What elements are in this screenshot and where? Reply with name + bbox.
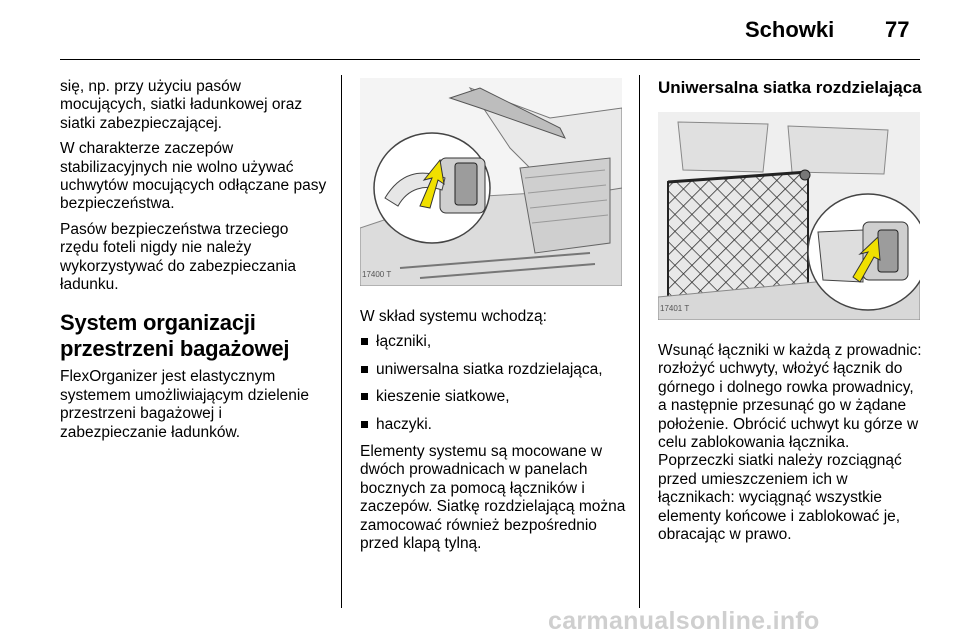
divider-net-illustration [658, 112, 920, 320]
section-title: Schowki [745, 17, 835, 42]
list-item: kieszenie siatkowe, [360, 388, 628, 406]
paragraph: Elementy systemu są mocowane w dwóch prowadnicach w panelach bocznych za pomocą łączników i zaczepów. Siatkę rozdzielającą można zamocować również bezpośrednio przed klapą tylną. [360, 443, 626, 553]
list-lead: W skład systemu wchodzą: [360, 308, 547, 325]
list-item: haczyki. [360, 416, 628, 434]
column-1 [60, 78, 330, 449]
figure-code: 17401 T [660, 303, 690, 313]
paragraph: W charakterze zaczepów stabilizacyjnych nie wolno używać uchwytów mocujących odłączane pasy bezpieczeństwa. [60, 140, 327, 213]
component-list [360, 333, 628, 434]
watermark: carmanualsonline.info [548, 607, 820, 635]
paragraph: Wsunąć łączniki w każdą z prowadnic: rozłożyć uchwyty, włożyć łącznik do górnego i dolnego rowka prowadnicy, a następnie przesunąć go w żądane położenie. Obrócić uchwyt ku górze w celu zablokowania łącznika. Poprzeczki siatki należy rozciągnąć przed umieszczeniem ich w łącznikach: wyciągnąć wszystkie elementy końcowe i zablokować je, obracając w prawo. [658, 342, 922, 544]
list-item: uniwersalna siatka rozdzielająca, [360, 361, 628, 379]
column-3 [658, 78, 922, 551]
column-2 [360, 78, 628, 560]
divider-net-drawing [658, 112, 920, 320]
cargo-rail-illustration [360, 78, 622, 286]
paragraph: się, np. przy użyciu pasów mocujących, siatki ładunkowej oraz siatki zabezpieczającej. [60, 78, 303, 132]
paragraph: Pasów bezpieczeństwa trzeciego rzędu foteli nigdy nie należy wykorzystywać do zabezpieczania ładunku. [60, 220, 297, 294]
page-number: 77 [885, 17, 910, 42]
header-rule [60, 59, 920, 60]
column-divider-left [341, 75, 342, 608]
section-heading: System organizacji przestrzeni bagażowej [60, 310, 290, 362]
figure-code: 17400 T [362, 269, 392, 279]
page-header [0, 0, 960, 60]
column-divider-right [639, 75, 640, 608]
list-item: łączniki, [360, 333, 628, 351]
subsection-heading: Uniwersalna siatka rozdzielająca [658, 78, 922, 97]
intro-paragraph: FlexOrganizer jest elastycznym systemem umożliwiającym dzielenie przestrzeni bagażowej i zabezpieczanie ładunków. [60, 368, 309, 441]
rail-connector-drawing [360, 78, 622, 286]
